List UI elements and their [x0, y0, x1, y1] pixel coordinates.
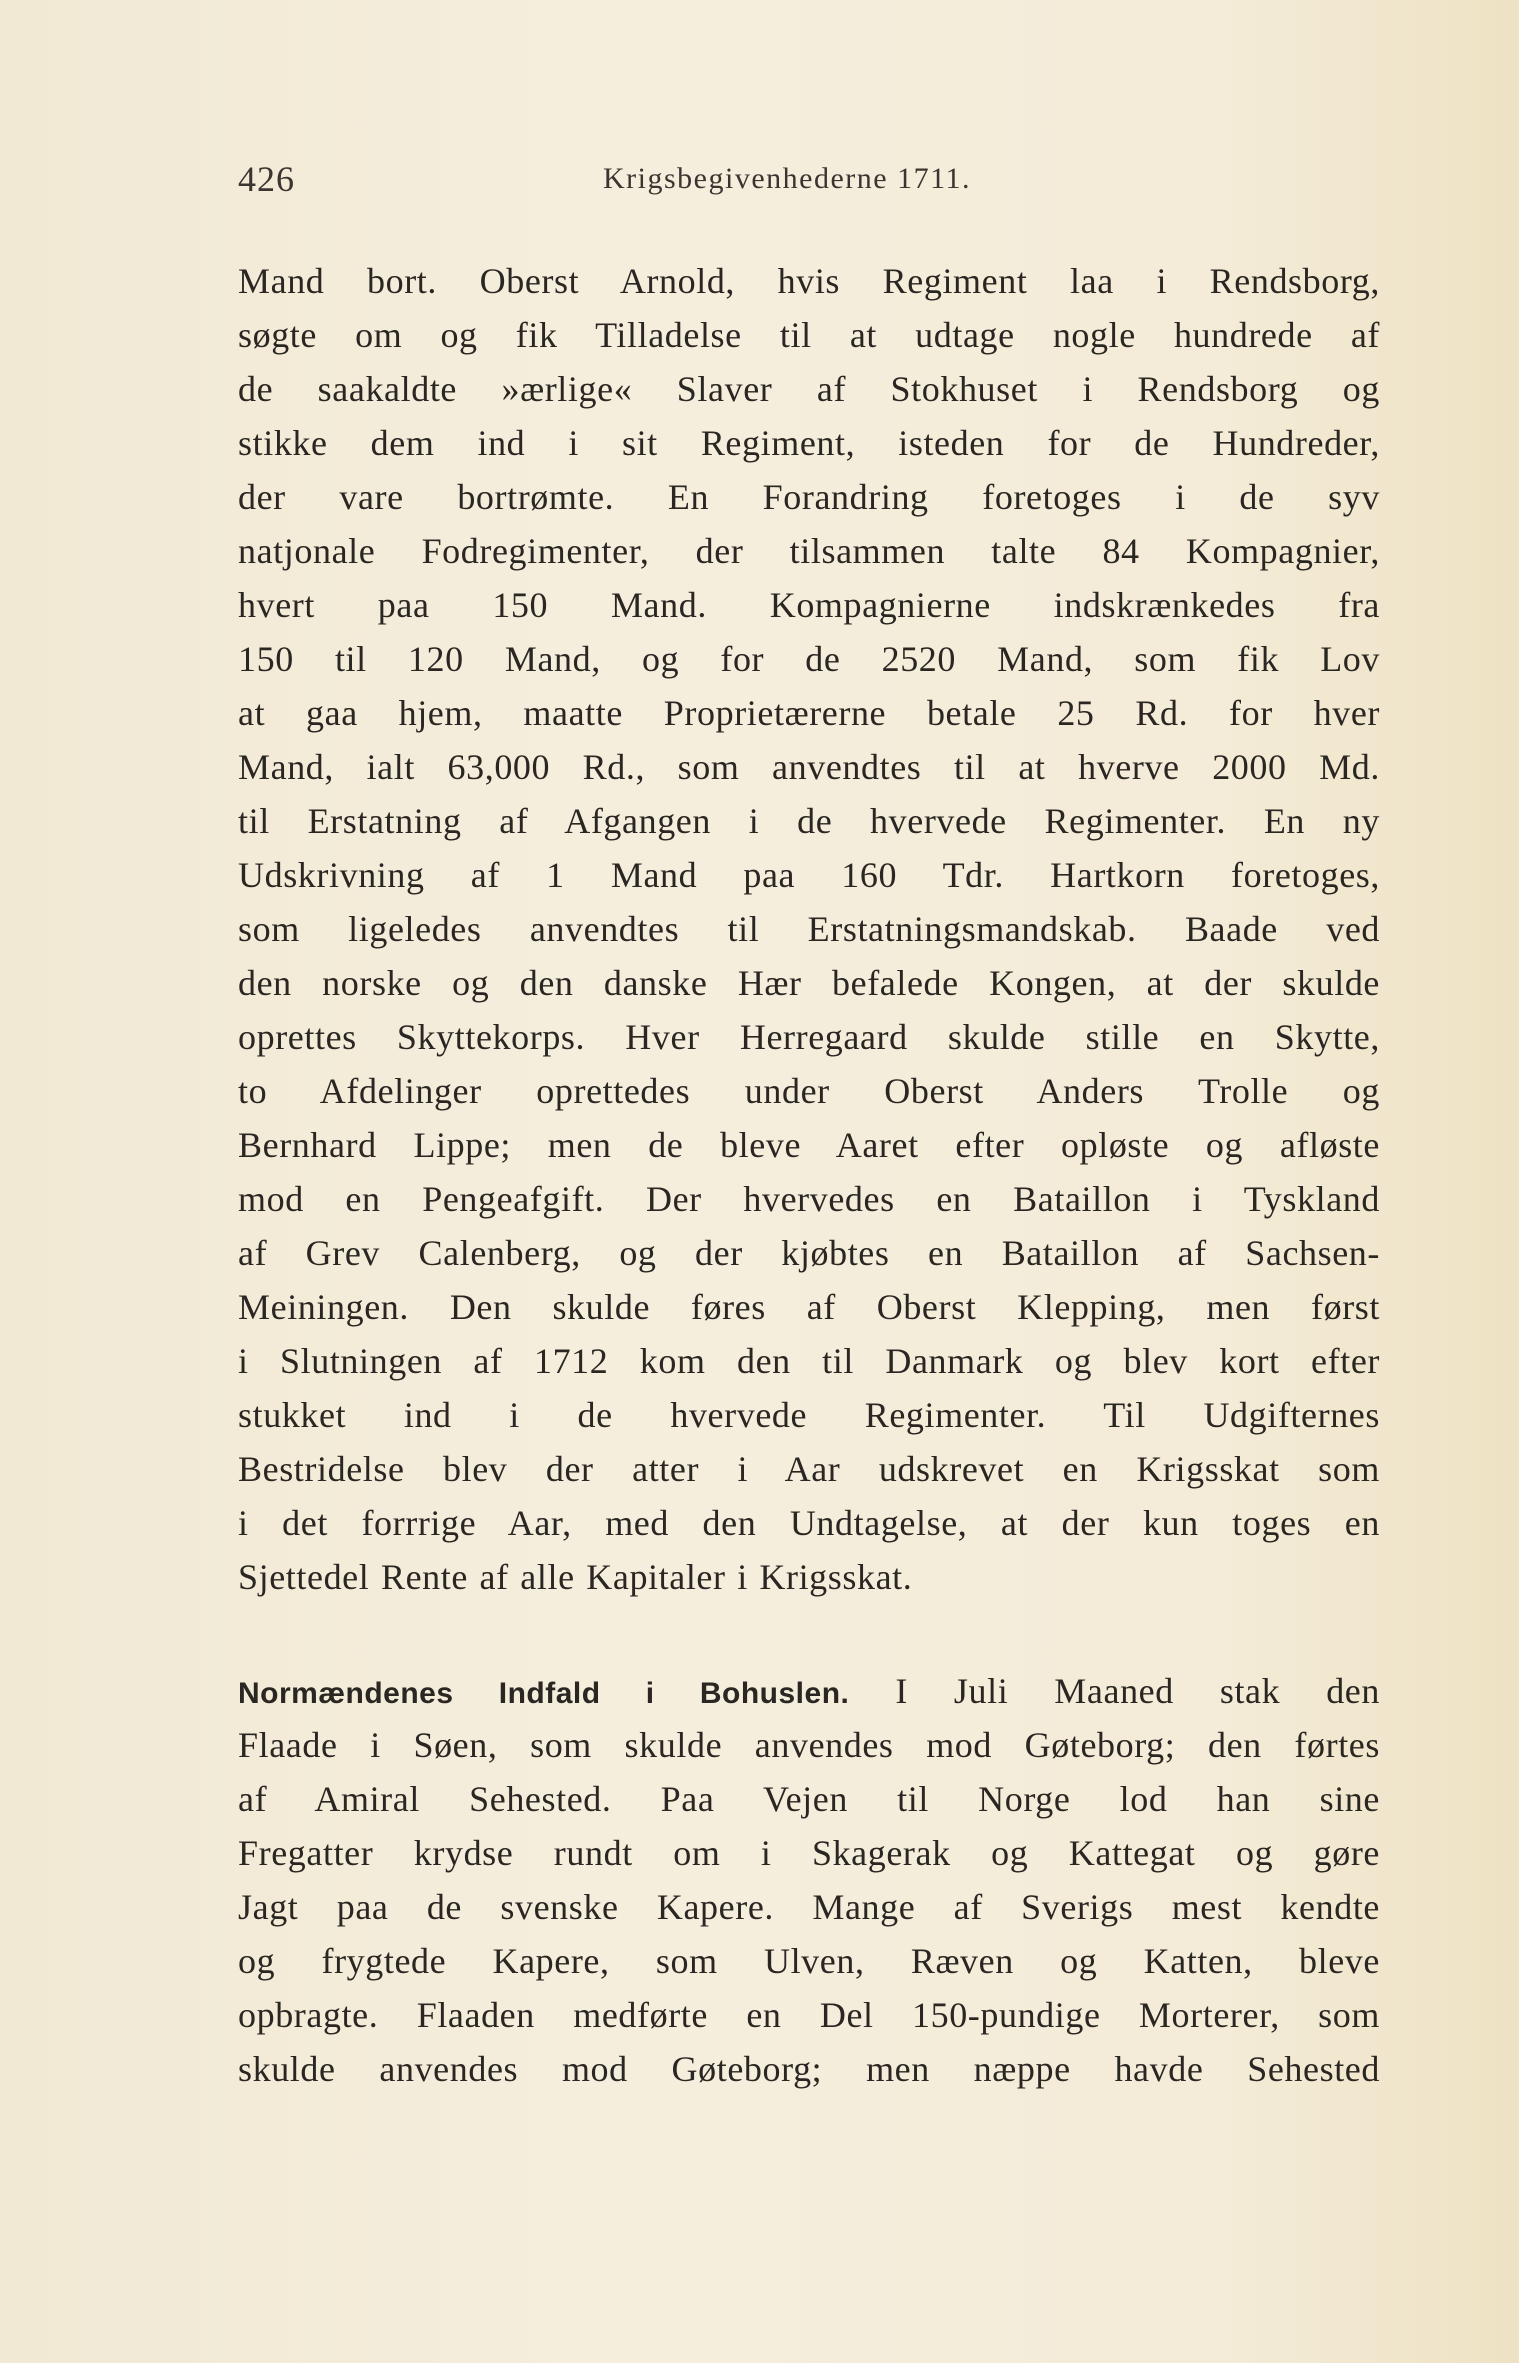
text-line: oprettes Skyttekorps. Hver Herregaard skulde stille en Skytte, — [238, 1017, 1380, 1057]
text-line: Meiningen. Den skulde føres af Oberst Klepping, men først — [238, 1287, 1380, 1327]
text-line: af Amiral Sehested. Paa Vejen til Norge lod han sine — [238, 1779, 1380, 1819]
text-line: to Afdelinger oprettedes under Oberst Anders Trolle og — [238, 1071, 1380, 1111]
text-line: Jagt paa de svenske Kapere. Mange af Sverigs mest kendte — [238, 1887, 1380, 1927]
text-line: de saakaldte »ærlige« Slaver af Stokhuset i Rendsborg og — [238, 369, 1380, 409]
paragraph-2 — [238, 1664, 1380, 2096]
text-line: og frygtede Kapere, som Ulven, Ræven og Katten, bleve — [238, 1941, 1380, 1981]
section-heading: Normændenes Indfald i Bohuslen. — [238, 1677, 850, 1710]
text-line: skulde anvendes mod Gøteborg; men næppe havde Sehested — [238, 2049, 1380, 2089]
text-line: Bestridelse blev der atter i Aar udskrevet en Krigsskat som — [238, 1449, 1380, 1489]
paragraph-1 — [238, 254, 1380, 1604]
text-line: til Erstatning af Afgangen i de hvervede Regimenter. En ny — [238, 801, 1380, 841]
text-line-with-heading — [238, 1664, 1380, 1718]
text-line: 150 til 120 Mand, og for de 2520 Mand, som fik Lov — [238, 639, 1380, 679]
text-line: opbragte. Flaaden medførte en Del 150-pundige Morterer, som — [238, 1995, 1380, 2035]
text-line: Mand, ialt 63,000 Rd., som anvendtes til at hverve 2000 Md. — [238, 747, 1380, 787]
text-line: der vare bortrømte. En Forandring foretoges i de syv — [238, 477, 1380, 517]
text-line: i det forrrige Aar, med den Undtagelse, at der kun toges en — [238, 1503, 1380, 1543]
text-line: Mand bort. Oberst Arnold, hvis Regiment laa i Rendsborg, — [238, 261, 1380, 301]
text-line: Sjettedel Rente af alle Kapitaler i Krigsskat. — [238, 1557, 913, 1597]
text-line: af Grev Calenberg, og der kjøbtes en Bataillon af Sachsen- — [238, 1233, 1380, 1273]
text-span: I Juli Maaned stak den — [895, 1671, 1380, 1711]
text-line: den norske og den danske Hær befalede Kongen, at der skulde — [238, 963, 1380, 1003]
running-head: Krigsbegivenhederne 1711. — [603, 162, 971, 195]
text-line: som ligeledes anvendtes til Erstatningsmandskab. Baade ved — [238, 909, 1380, 949]
text-line: søgte om og fik Tilladelse til at udtage nogle hundrede af — [238, 315, 1380, 355]
page-header — [238, 158, 1378, 198]
text-line: hvert paa 150 Mand. Kompagnierne indskrænkedes fra — [238, 585, 1380, 625]
text-line: Flaade i Søen, som skulde anvendes mod Gøteborg; den førtes — [238, 1725, 1380, 1765]
text-line: stukket ind i de hvervede Regimenter. Til Udgifternes — [238, 1395, 1380, 1435]
text-line: Bernhard Lippe; men de bleve Aaret efter opløste og afløste — [238, 1125, 1380, 1165]
text-line: Udskrivning af 1 Mand paa 160 Tdr. Hartkorn foretoges, — [238, 855, 1380, 895]
text-line: i Slutningen af 1712 kom den til Danmark og blev kort efter — [238, 1341, 1380, 1381]
text-line: stikke dem ind i sit Regiment, isteden for de Hundreder, — [238, 423, 1380, 463]
text-line: natjonale Fodregimenter, der tilsammen talte 84 Kompagnier, — [238, 531, 1380, 571]
text-line: mod en Pengeafgift. Der hvervedes en Bataillon i Tyskland — [238, 1179, 1380, 1219]
text-line: Fregatter krydse rundt om i Skagerak og Kattegat og gøre — [238, 1833, 1380, 1873]
text-line: at gaa hjem, maatte Proprietærerne betale 25 Rd. for hver — [238, 693, 1380, 733]
page-number: 426 — [238, 159, 295, 199]
